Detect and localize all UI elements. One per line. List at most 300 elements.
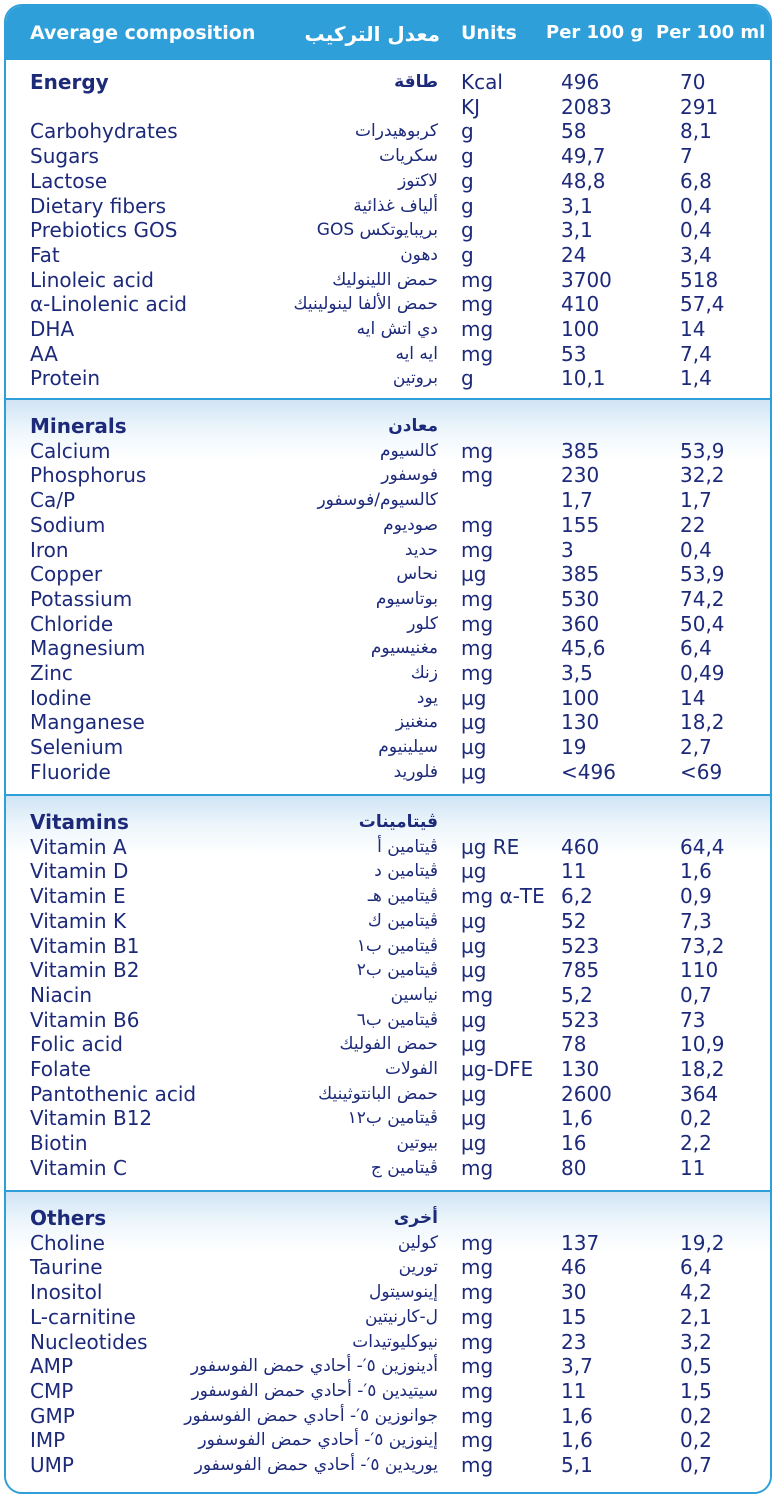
table-row: [6, 95, 770, 120]
value-per-100ml: 0,7: [680, 1453, 712, 1477]
item-name: Biotin: [30, 1131, 88, 1156]
item-units: KJ: [461, 94, 481, 119]
table-row: [6, 463, 770, 488]
item-name: IMP: [30, 1428, 66, 1453]
item-name: Folic acid: [30, 1032, 123, 1057]
value-per-100g: 155: [561, 512, 600, 537]
value-per-100ml: 7,3: [680, 908, 712, 933]
value-per-100ml: 6,4: [680, 1255, 712, 1280]
value-per-100ml: 73,2: [680, 933, 725, 958]
value-per-100ml: 50,4: [680, 611, 725, 636]
value-per-100g: 460: [561, 834, 600, 859]
item-units: mg: [461, 537, 494, 562]
value-per-100ml: 1,4: [680, 366, 712, 391]
item-name-arabic: الفولات: [385, 1059, 438, 1079]
value-per-100g: 523: [561, 1007, 600, 1032]
value-per-100g: 24: [561, 242, 587, 267]
item-name-arabic: منغنيز: [395, 712, 438, 733]
item-name: Prebiotics GOS: [30, 218, 178, 243]
item-name-arabic: ڤيتامين د: [374, 861, 438, 882]
table-row: [6, 710, 770, 735]
item-name: L-carnitine: [30, 1304, 136, 1329]
item-name: Sodium: [30, 512, 106, 537]
value-per-100ml: 57,4: [680, 292, 725, 317]
item-units: mg: [461, 1428, 494, 1453]
value-per-100g: 1,6: [561, 1428, 593, 1453]
item-name-arabic: حديد: [404, 539, 438, 560]
value-per-100g: 6,2: [561, 884, 593, 909]
section-title: Energy: [30, 70, 109, 94]
item-name-arabic: فلوريد: [393, 761, 438, 782]
item-name: Dietary fibers: [30, 193, 167, 218]
item-units: mg: [461, 982, 494, 1007]
item-name-arabic: إينوزين ٥′- أحادي حمض الفوسفور: [198, 1430, 438, 1451]
item-name-arabic: دهون: [400, 244, 438, 265]
value-per-100g: 130: [561, 710, 600, 735]
item-name-arabic: ڤيتامين ج: [370, 1157, 438, 1178]
value-per-100ml: 364: [680, 1081, 719, 1106]
item-units: mg: [461, 611, 494, 636]
item-name-arabic: كالسيوم/فوسفور: [317, 490, 438, 511]
value-per-100ml: 0,7: [680, 982, 712, 1007]
value-per-100g: 52: [561, 908, 587, 933]
value-per-100g: 100: [561, 317, 600, 341]
value-per-100g: 496: [561, 70, 600, 94]
value-per-100ml: 6,8: [680, 168, 712, 193]
table-row: [6, 686, 770, 711]
value-per-100g: 137: [561, 1230, 600, 1255]
item-name-arabic: لاكتوز: [398, 170, 438, 191]
section-vitamins: [6, 796, 770, 1190]
table-row: [6, 317, 770, 342]
item-units: mg: [461, 1155, 494, 1180]
value-per-100g: 5,2: [561, 982, 593, 1007]
value-per-100ml: 6,4: [680, 636, 712, 661]
table-row: [6, 1404, 770, 1429]
header-average-composition: Average composition: [30, 22, 256, 44]
item-units: µg: [461, 685, 487, 710]
item-name: Fluoride: [30, 759, 111, 784]
item-units: g: [461, 168, 474, 193]
item-name-arabic: ألياف غذائية: [353, 195, 438, 216]
item-name-arabic: يود: [416, 687, 438, 708]
item-name-arabic: مغنيسيوم: [370, 638, 438, 659]
item-units: mg: [461, 292, 494, 317]
value-per-100ml: 14: [680, 317, 706, 341]
item-name-arabic: ايه ايه: [395, 343, 438, 364]
table-row: [6, 1057, 770, 1082]
value-per-100ml: 3,2: [680, 1329, 712, 1354]
value-per-100g: 11: [561, 1378, 587, 1403]
item-units: mg: [461, 1453, 494, 1477]
table-row: [6, 144, 770, 169]
item-units: µg: [461, 562, 487, 587]
item-name-arabic: كالسيوم: [379, 440, 438, 461]
table-row: [6, 1008, 770, 1033]
value-per-100g: 3700: [561, 267, 612, 292]
value-per-100ml: 18,2: [680, 1057, 725, 1081]
value-per-100g: 80: [561, 1155, 587, 1180]
item-name-arabic: حمض الفوليك: [339, 1034, 438, 1055]
item-name-arabic: حمض الألفا لينولينيك: [293, 294, 438, 315]
item-units: µg: [461, 1007, 487, 1032]
table-row: [6, 169, 770, 194]
value-per-100g: 5,1: [561, 1453, 593, 1477]
value-per-100ml: 19,2: [680, 1230, 725, 1255]
value-per-100ml: 0,2: [680, 1106, 712, 1131]
item-units: mg: [461, 661, 494, 685]
item-units: mg: [461, 1378, 494, 1403]
section-title: Minerals: [30, 414, 127, 438]
item-units: mg: [461, 1403, 494, 1428]
table-row: [6, 835, 770, 860]
item-name: AA: [30, 341, 58, 366]
table-row: [6, 488, 770, 513]
table-row: [6, 1330, 770, 1355]
section-title: Others: [30, 1206, 107, 1230]
table-row: [6, 538, 770, 563]
section-title-arabic: أخرى: [393, 1208, 438, 1228]
value-per-100ml: 0,4: [680, 537, 712, 562]
item-units: µg: [461, 933, 487, 958]
value-per-100g: 385: [561, 562, 600, 587]
value-per-100g: 385: [561, 438, 600, 463]
item-name-arabic: نيوكليوتيدات: [352, 1331, 438, 1352]
value-per-100g: 410: [561, 292, 600, 317]
item-units: mg: [461, 1354, 494, 1379]
table-row: [6, 1231, 770, 1256]
value-per-100ml: 10,9: [680, 1032, 725, 1057]
item-name: Magnesium: [30, 636, 146, 661]
section-title-arabic: معادن: [388, 416, 438, 436]
table-row: [6, 342, 770, 367]
item-name-arabic: حمض البانتوثينيك: [318, 1083, 438, 1104]
table-row: [6, 612, 770, 637]
value-per-100ml: 110: [680, 958, 719, 983]
item-units: Kcal: [461, 70, 503, 94]
item-name: Iodine: [30, 685, 92, 710]
table-row: [6, 983, 770, 1008]
section-title-row: [6, 70, 770, 95]
value-per-100g: 523: [561, 933, 600, 958]
item-name: Phosphorus: [30, 463, 147, 488]
value-per-100g: 2600: [561, 1081, 612, 1106]
item-name-arabic: نحاس: [396, 564, 438, 585]
table-row: [6, 636, 770, 661]
item-name: Selenium: [30, 735, 124, 760]
item-units: mg: [461, 438, 494, 463]
value-per-100ml: 73: [680, 1007, 706, 1032]
item-name: Nucleotides: [30, 1329, 148, 1354]
value-per-100ml: 14: [680, 685, 706, 710]
value-per-100ml: 0,4: [680, 193, 712, 218]
item-name-arabic: كربوهيدرات: [355, 121, 438, 142]
item-name: Calcium: [30, 438, 111, 463]
table-row: [6, 194, 770, 219]
item-name: Carbohydrates: [30, 119, 178, 144]
item-name: Vitamin C: [30, 1155, 127, 1180]
table-header: [6, 6, 770, 60]
item-name: Manganese: [30, 710, 145, 735]
value-per-100g: 100: [561, 685, 600, 710]
table-row: [6, 1428, 770, 1453]
value-per-100g: 23: [561, 1329, 587, 1354]
value-per-100g: 11: [561, 859, 587, 884]
value-per-100ml: 0,5: [680, 1354, 712, 1379]
value-per-100g: 19: [561, 735, 587, 760]
item-name-arabic: ڤيتامين أ: [377, 836, 438, 857]
value-per-100ml: 1,5: [680, 1378, 712, 1403]
item-units: µg: [461, 859, 487, 884]
table-row: [6, 243, 770, 268]
value-per-100g: 3,1: [561, 193, 593, 218]
item-units: mg α-TE: [461, 884, 545, 909]
table-row: [6, 587, 770, 612]
value-per-100g: 58: [561, 119, 587, 144]
item-units: mg: [461, 586, 494, 611]
table-row: [6, 1032, 770, 1057]
value-per-100g: 16: [561, 1131, 587, 1156]
section-title-arabic: ڤيتامينات: [358, 812, 438, 832]
table-row: [6, 1453, 770, 1478]
item-units: µg: [461, 759, 487, 784]
item-name-arabic: إينوسيتول: [368, 1282, 438, 1303]
value-per-100g: 49,7: [561, 144, 606, 169]
table-row: [6, 218, 770, 243]
section-title-row: [6, 1206, 770, 1231]
section-others: [6, 1192, 770, 1492]
item-name-arabic: ڤيتامين هـ: [367, 886, 438, 907]
value-per-100ml: 2,2: [680, 1131, 712, 1156]
value-per-100ml: 0,2: [680, 1428, 712, 1453]
item-name-arabic: بوتاسيوم: [375, 588, 438, 609]
item-name: Vitamin E: [30, 884, 126, 909]
table-row: [6, 119, 770, 144]
value-per-100ml: 64,4: [680, 834, 725, 859]
value-per-100g: 130: [561, 1057, 600, 1081]
section-minerals: [6, 400, 770, 794]
section-title-row: [6, 414, 770, 439]
table-row: [6, 1255, 770, 1280]
value-per-100g: <496: [561, 759, 616, 784]
table-row: [6, 268, 770, 293]
item-name-arabic: سكريات: [379, 146, 438, 167]
item-name: Niacin: [30, 982, 93, 1007]
value-per-100g: 10,1: [561, 366, 606, 391]
value-per-100g: 46: [561, 1255, 587, 1280]
value-per-100g: 1,6: [561, 1106, 593, 1131]
value-per-100ml: 7,4: [680, 341, 712, 366]
item-name: Pantothenic acid: [30, 1081, 197, 1106]
item-units: µg: [461, 735, 487, 760]
item-units: g: [461, 144, 474, 169]
section-energy: [6, 60, 770, 398]
section-title-arabic: طاقة: [394, 72, 438, 92]
item-name: GMP: [30, 1403, 75, 1428]
item-name: Vitamin B1: [30, 933, 140, 958]
item-name-arabic: ڤيتامين ب٢: [356, 960, 438, 981]
table-row: [6, 884, 770, 909]
item-name: Inositol: [30, 1280, 103, 1305]
table-row: [6, 760, 770, 785]
table-row: [6, 958, 770, 983]
item-name: Ca/P: [30, 488, 76, 513]
item-units: mg: [461, 463, 494, 488]
item-units: µg-DFE: [461, 1057, 534, 1081]
table-row: [6, 1305, 770, 1330]
value-per-100ml: 0,4: [680, 218, 712, 243]
value-per-100g: 45,6: [561, 636, 606, 661]
item-name-arabic: نياسين: [390, 984, 438, 1005]
table-row: [6, 859, 770, 884]
table-row: [6, 735, 770, 760]
value-per-100ml: 53,9: [680, 562, 725, 587]
value-per-100ml: 4,2: [680, 1280, 712, 1305]
value-per-100ml: 22: [680, 512, 706, 537]
section-title: Vitamins: [30, 810, 129, 834]
table-row: [6, 1082, 770, 1107]
table-row: [6, 439, 770, 464]
value-per-100ml: 1,6: [680, 859, 712, 884]
header-per-100g: Per 100 g: [546, 22, 644, 43]
table-row: [6, 1280, 770, 1305]
value-per-100g: 1,7: [561, 488, 593, 513]
item-name: Potassium: [30, 586, 133, 611]
item-name: Sugars: [30, 144, 99, 169]
value-per-100g: 1,6: [561, 1403, 593, 1428]
item-units: µg: [461, 1106, 487, 1131]
item-units: mg: [461, 317, 494, 341]
item-units: mg: [461, 1329, 494, 1354]
value-per-100ml: 0,9: [680, 884, 712, 909]
header-per-100ml: Per 100 ml: [656, 22, 766, 43]
item-name-arabic: صوديوم: [383, 514, 438, 535]
item-units: µg: [461, 1032, 487, 1057]
item-name: CMP: [30, 1378, 74, 1403]
table-row: [6, 934, 770, 959]
item-name: Lactose: [30, 168, 108, 193]
value-per-100g: 230: [561, 463, 600, 488]
value-per-100g: 30: [561, 1280, 587, 1305]
item-name-arabic: ڤيتامين ك: [367, 910, 438, 931]
table-row: [6, 1156, 770, 1181]
item-name-arabic: حمض اللينوليك: [332, 269, 438, 290]
item-name-arabic: كولين: [397, 1232, 438, 1253]
table-row: [6, 513, 770, 538]
item-units: mg: [461, 341, 494, 366]
item-name-arabic: سيلينيوم: [378, 737, 438, 758]
item-name: Vitamin D: [30, 859, 129, 884]
item-name: UMP: [30, 1453, 74, 1477]
table-row: [6, 1379, 770, 1404]
item-units: mg: [461, 1280, 494, 1305]
value-per-100ml: 2,7: [680, 735, 712, 760]
value-per-100ml: 32,2: [680, 463, 725, 488]
value-per-100ml: 53,9: [680, 438, 725, 463]
value-per-100ml: 11: [680, 1155, 706, 1180]
value-per-100g: 3: [561, 537, 574, 562]
item-name: Vitamin K: [30, 908, 127, 933]
section-title-row: [6, 810, 770, 835]
composition-table: [4, 4, 772, 1494]
item-units: mg: [461, 636, 494, 661]
item-name-arabic: دي اتش ايه: [356, 319, 438, 339]
item-name-arabic: سيتيدين ٥′- أحادي حمض الفوسفور: [191, 1380, 438, 1401]
item-name: Vitamin A: [30, 834, 127, 859]
value-per-100g: 785: [561, 958, 600, 983]
item-units: mg: [461, 1304, 494, 1329]
item-name: Taurine: [30, 1255, 103, 1280]
item-name: Chloride: [30, 611, 114, 636]
item-name: α-Linolenic acid: [30, 292, 187, 317]
header-average-composition-arabic: معدل التركيب: [304, 22, 440, 46]
value-per-100ml: 70: [680, 70, 706, 94]
item-units: g: [461, 119, 474, 144]
value-per-100g: 3,1: [561, 218, 593, 243]
item-name: Vitamin B6: [30, 1007, 140, 1032]
table-row: [6, 661, 770, 686]
item-name: Folate: [30, 1057, 91, 1081]
value-per-100g: 530: [561, 586, 600, 611]
item-units: mg: [461, 512, 494, 537]
item-name: AMP: [30, 1354, 73, 1379]
value-per-100g: 3,5: [561, 661, 593, 685]
item-name: DHA: [30, 317, 75, 341]
table-row: [6, 562, 770, 587]
table-row: [6, 366, 770, 391]
item-units: µg: [461, 710, 487, 735]
value-per-100g: 48,8: [561, 168, 606, 193]
item-name-arabic: أدينوزين ٥′- أحادي حمض الفوسفور: [190, 1356, 438, 1377]
item-name-arabic: تورين: [398, 1257, 438, 1278]
value-per-100ml: 0,2: [680, 1403, 712, 1428]
item-name: Zinc: [30, 661, 73, 685]
item-units: µg: [461, 1081, 487, 1106]
value-per-100g: 2083: [561, 94, 612, 119]
item-name: Vitamin B2: [30, 958, 140, 983]
item-name-arabic: ڤيتامين ب١: [356, 935, 438, 956]
item-units: g: [461, 218, 474, 243]
item-name-arabic: بريبايوتكس GOS: [316, 220, 438, 241]
item-units: µg: [461, 958, 487, 983]
table-row: [6, 1354, 770, 1379]
value-per-100ml: 8,1: [680, 119, 712, 144]
item-name: Vitamin B12: [30, 1106, 153, 1131]
item-units: mg: [461, 267, 494, 292]
item-units: g: [461, 366, 474, 391]
table-row: [6, 1106, 770, 1131]
item-name: Choline: [30, 1230, 105, 1255]
item-name-arabic: ڤيتامين ب٦: [356, 1009, 438, 1030]
value-per-100ml: 18,2: [680, 710, 725, 735]
value-per-100ml: 7: [680, 144, 693, 169]
value-per-100ml: 74,2: [680, 586, 725, 611]
item-name-arabic: جوانوزين ٥′- أحادي حمض الفوسفور: [184, 1405, 438, 1426]
value-per-100g: 53: [561, 341, 587, 366]
value-per-100ml: 1,7: [680, 488, 712, 513]
item-name-arabic: ل-كارنيتين: [364, 1306, 438, 1327]
item-name-arabic: يوريدين ٥′- أحادي حمض الفوسفور: [194, 1455, 438, 1475]
item-units: µg: [461, 908, 487, 933]
item-name-arabic: فوسفور: [381, 465, 438, 486]
value-per-100g: 15: [561, 1304, 587, 1329]
item-units: µg: [461, 1131, 487, 1156]
header-units: Units: [461, 22, 517, 44]
item-units: µg RE: [461, 834, 520, 859]
item-units: mg: [461, 1255, 494, 1280]
value-per-100g: 3,7: [561, 1354, 593, 1379]
item-name: Linoleic acid: [30, 267, 154, 292]
